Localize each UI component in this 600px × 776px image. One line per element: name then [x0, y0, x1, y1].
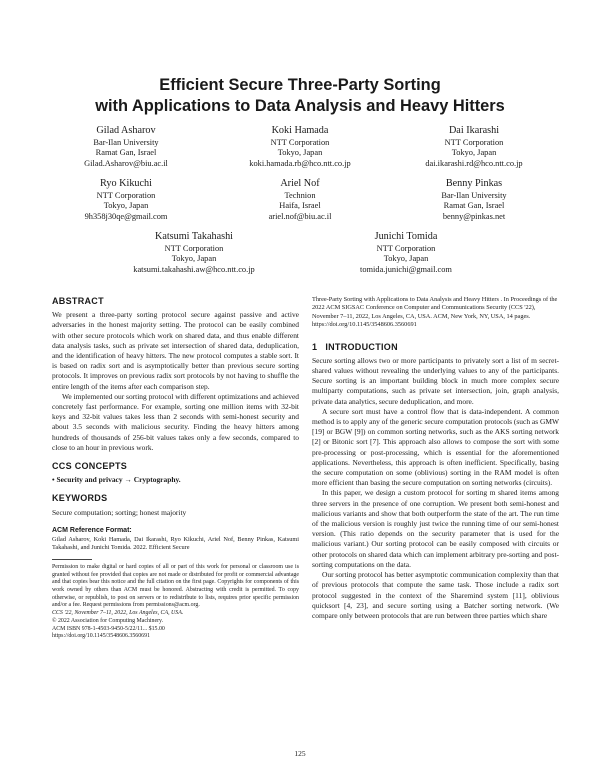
- copyright-line: © 2022 Association for Computing Machinery.: [52, 617, 164, 624]
- author-name: Benny Pinkas: [445, 177, 503, 189]
- author-location: Tokyo, Japan: [171, 254, 217, 264]
- section-number: 1: [312, 341, 318, 352]
- author-row-2: [40, 178, 560, 223]
- author-name: Junichi Tomida: [374, 230, 438, 242]
- author-row-1: [40, 125, 560, 170]
- page-number: 125: [294, 749, 306, 758]
- author-affiliation: NTT Corporation: [96, 190, 156, 200]
- author-location: Tokyo, Japan: [277, 148, 323, 158]
- author-email[interactable]: ariel.nof@biu.ac.il: [268, 212, 332, 222]
- reference-format-heading: ACM Reference Format:: [52, 526, 132, 534]
- reference-format-text: Gilad Asharov, Koki Hamada, Dai Ikarashi, Ryo Kikuchi, Ariel Nof, Benny Pinkas, Katsumi Takahashi, and Junichi Tomida. 2022. Efficient Secure: [52, 536, 299, 552]
- author-name: Ryo Kikuchi: [100, 177, 152, 189]
- ccs-concepts-heading: CCS CONCEPTS: [52, 461, 128, 472]
- author-block: [40, 125, 560, 284]
- author-name: Gilad Asharov: [96, 125, 156, 136]
- author-location: Tokyo, Japan: [451, 148, 497, 158]
- author-affiliation: Bar-Ilan University: [441, 190, 507, 200]
- author: [108, 231, 280, 276]
- author-affiliation: Technion: [284, 190, 316, 200]
- author: [214, 178, 386, 223]
- abstract-paragraph-2: We implemented our sorting protocol with different optimizations and achieved concretely fast performance. For example, sorting one million items with 32-bit keys and 32-bit values takes less than 2 seconds with semi-honest security and about 3.5 seconds with malicious security. Finding the heavy hitters among hundreds of thousands of 256-bit values takes only a few seconds, compared to close to an hour in previous work.: [52, 391, 299, 452]
- author: [388, 178, 560, 223]
- author-affiliation: NTT Corporation: [376, 243, 436, 253]
- author-email[interactable]: katsumi.takahashi.aw@hco.ntt.co.jp: [133, 265, 255, 275]
- author-name: Koki Hamada: [271, 125, 329, 136]
- author-email[interactable]: Gilad.Asharov@biu.ac.il: [84, 159, 168, 169]
- author-affiliation: NTT Corporation: [270, 137, 330, 147]
- section-heading-introduction: [312, 342, 559, 352]
- intro-paragraph-1: Secure sorting allows two or more participants to privately sort a list of m secret-shared values without revealing the underlying values to any of the participants. Secure sorting is an important building block in much more complex secure multiparty computations, such as private set intersection, join, graph analysis, private data analytics, secure deduplication, and more.: [312, 355, 559, 406]
- isbn-line: ACM ISBN 978-1-4503-9450-5/22/11... $15.00: [52, 625, 165, 632]
- abstract-paragraph-1: We present a three-party sorting protocol secure against passive and active adversaries in the honest majority setting. The protocol can be easily combined with other secure protocols which work on shared data, and thus enable different data analysis tasks, such as private set intersection of shared data, deduplication, and the identification of heavy hitters. The new protocol computes a stable sort. It is based on radix sort and is asymptotically better than previous secure sorting protocols. It improves on previous radix sort protocols by not having to shuffle the entire length of the items after each comparison step.: [52, 310, 299, 391]
- author-location: Tokyo, Japan: [103, 201, 149, 211]
- author-email[interactable]: tomida.junichi@gmail.com: [360, 265, 452, 275]
- intro-paragraph-4: Our sorting protocol has better asymptotic communication complexity than that of previous protocols that compute the same task. Those include a radix sort protocol suggested in the context of the Sharemind system [11], oblivious quicksort [4, 23], and secure sorting using a Batcher sorting network. (We compare only between protocols that are run between three parties which share: [312, 570, 559, 620]
- author-name: Dai Ikarashi: [448, 125, 500, 136]
- author: [214, 125, 386, 170]
- author-email[interactable]: dai.ikarashi.rd@hco.ntt.co.jp: [425, 159, 523, 169]
- author-email[interactable]: 9h358j30qe@gmail.com: [84, 212, 168, 222]
- title-line-2: with Applications to Data Analysis and Heavy Hitters: [95, 97, 505, 115]
- author-location: Ramat Gan, Israel: [95, 148, 157, 158]
- author: [388, 125, 560, 170]
- abstract-heading: ABSTRACT: [52, 296, 104, 306]
- author-row-3: [40, 231, 560, 276]
- doi-link[interactable]: https://doi.org/10.1145/3548606.3560691: [52, 633, 151, 640]
- intro-paragraph-2: A secure sort must have a control flow that is data-independent. A common method is to apply any of the generic secure computation protocols (such as GMW [19] or BGW [9]) on common sorting networks, such as the AKS sorting network [2] or Bitonic sort [7]. This approach also allows to compose the sort with some pre-processing or post-processing, which is essential for the aforementioned applications. Nevertheless, this approach is often inefficient. Specifically, basing the secure computation on some (oblivious) sorting in the RAM model is often more efficient than basing the secure computation on sorting networks (circuits).: [312, 406, 559, 488]
- keywords-heading: KEYWORDS: [52, 493, 108, 504]
- citation-continuation: Three-Party Sorting with Applications to Data Analysis and Heavy Hitters . In Proceedings of the 2022 ACM SIGSAC Conference on Computer and Communications Security (CCS '22), November 7–11, 2022, Los Angeles, CA, USA. ACM, New York, NY, USA, 14 pages. https://doi.org/10.1145/3548606.3560691: [312, 296, 558, 329]
- title-line-1: Efficient Secure Three-Party Sorting: [159, 76, 441, 94]
- author-affiliation: NTT Corporation: [444, 137, 504, 147]
- author-name: Katsumi Takahashi: [154, 230, 234, 242]
- paper-title: [40, 75, 560, 117]
- author-location: Ramat Gan, Israel: [443, 201, 505, 211]
- author: [40, 125, 212, 170]
- right-column: [312, 296, 559, 621]
- section-title: INTRODUCTION: [325, 341, 398, 352]
- conference-line: CCS '22, November 7–11, 2022, Los Angeles, CA, USA.: [52, 610, 184, 617]
- author-affiliation: Bar-Ilan University: [93, 137, 159, 147]
- ccs-concepts-text: • Security and privacy → Cryptography.: [52, 475, 181, 485]
- left-column: [52, 296, 299, 641]
- author-affiliation: NTT Corporation: [164, 243, 224, 253]
- keywords-text: Secure computation; sorting; honest majority: [52, 507, 187, 517]
- author-location: Haifa, Israel: [279, 201, 321, 211]
- author: [320, 231, 492, 276]
- footnote-divider: [52, 559, 92, 560]
- author: [40, 178, 212, 223]
- author-location: Tokyo, Japan: [383, 254, 429, 264]
- author-name: Ariel Nof: [280, 177, 320, 189]
- author-email[interactable]: koki.hamada.rb@hco.ntt.co.jp: [249, 159, 351, 169]
- author-email[interactable]: benny@pinkas.net: [442, 212, 506, 222]
- permission-notice: Permission to make digital or hard copies of all or part of this work for personal or classroom use is granted without fee provided that copies are not made or distributed for profit or commercial advantage and that copies bear this notice and the full citation on the first page. Copyrights for components of this work owned by others than ACM must be honored. Abstracting with credit is permitted. To copy otherwise, or republish, to post on servers or to redistribute to lists, requires prior specific permission and/or a fee. Request permissions from permissions@acm.org.: [52, 563, 299, 609]
- intro-paragraph-3: In this paper, we design a custom protocol for sorting m shared items among three servers in the presence of one corruption. We present both semi-honest and malicious variants and show that both outperform the state of the art. The run time of the malicious version is roughly just twice the running time of our semi-honest version. (This ratio depends on the security parameter that is used for the malicious variant.) Our sorting protocol can be easily composed with circuits or other protocols on shared data which can implement arbitrary pre-sorting and post-sorting computations on the data.: [312, 488, 559, 569]
